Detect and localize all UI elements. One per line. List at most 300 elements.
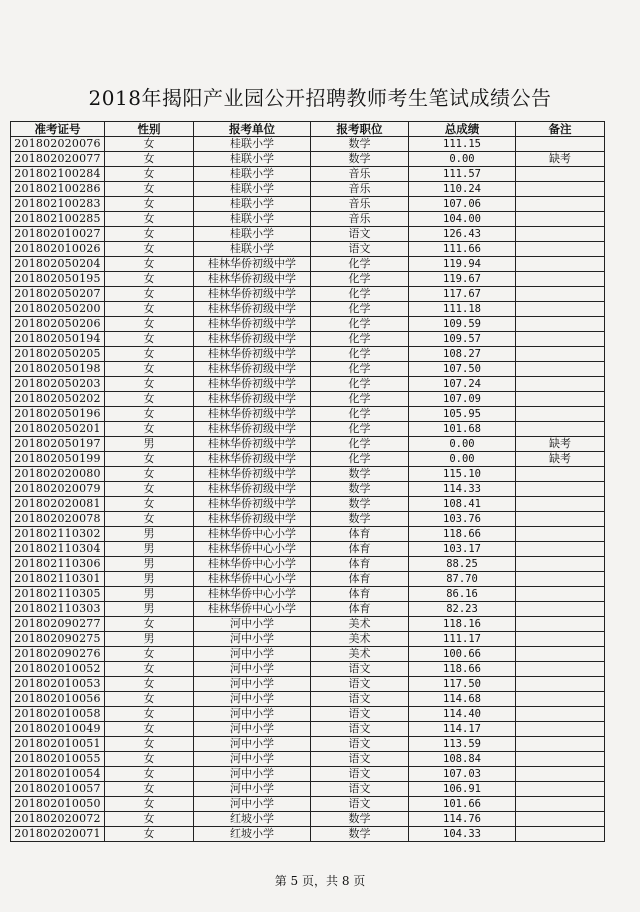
position-cell: 体育 <box>311 587 409 602</box>
remarks-cell <box>516 227 605 242</box>
score-cell: 106.91 <box>409 782 516 797</box>
exam-id-cell: 201802010056 <box>11 692 105 707</box>
table-row <box>11 722 605 737</box>
gender-cell: 女 <box>105 722 194 737</box>
table-row <box>11 362 605 377</box>
position-cell: 化学 <box>311 287 409 302</box>
remarks-cell <box>516 302 605 317</box>
remarks-cell <box>516 707 605 722</box>
unit-cell: 河中小学 <box>194 677 311 692</box>
remarks-cell <box>516 422 605 437</box>
unit-cell: 桂林华侨初级中学 <box>194 437 311 452</box>
table-row <box>11 182 605 197</box>
gender-cell: 女 <box>105 332 194 347</box>
gender-cell: 女 <box>105 167 194 182</box>
exam-id-cell: 201802050203 <box>11 377 105 392</box>
position-cell: 化学 <box>311 347 409 362</box>
table-row <box>11 572 605 587</box>
unit-cell: 河中小学 <box>194 767 311 782</box>
gender-cell: 女 <box>105 452 194 467</box>
unit-cell: 红坡小学 <box>194 827 311 842</box>
remarks-cell <box>516 392 605 407</box>
gender-cell: 男 <box>105 542 194 557</box>
table-row <box>11 692 605 707</box>
unit-cell: 桂林华侨初级中学 <box>194 392 311 407</box>
score-cell: 111.18 <box>409 302 516 317</box>
exam-id-cell: 201802090275 <box>11 632 105 647</box>
remarks-cell <box>516 257 605 272</box>
position-cell: 体育 <box>311 557 409 572</box>
score-cell: 118.66 <box>409 527 516 542</box>
remarks-cell <box>516 407 605 422</box>
table-row <box>11 677 605 692</box>
score-cell: 107.09 <box>409 392 516 407</box>
header-exam-id: 准考证号 <box>11 122 105 137</box>
remarks-cell <box>516 617 605 632</box>
unit-cell: 桂林华侨初级中学 <box>194 407 311 422</box>
page-title: 2018年揭阳产业园公开招聘教师考生笔试成绩公告 <box>88 86 552 110</box>
remarks-cell <box>516 212 605 227</box>
gender-cell: 女 <box>105 197 194 212</box>
position-cell: 数学 <box>311 152 409 167</box>
score-cell: 111.15 <box>409 137 516 152</box>
remarks-cell <box>516 467 605 482</box>
position-cell: 语文 <box>311 722 409 737</box>
unit-cell: 河中小学 <box>194 662 311 677</box>
table-row <box>11 527 605 542</box>
score-cell: 107.06 <box>409 197 516 212</box>
score-cell: 114.33 <box>409 482 516 497</box>
table-header-row <box>11 122 605 137</box>
position-cell: 语文 <box>311 227 409 242</box>
position-cell: 化学 <box>311 392 409 407</box>
exam-id-cell: 201802050199 <box>11 452 105 467</box>
exam-id-cell: 201802020077 <box>11 152 105 167</box>
table-row <box>11 272 605 287</box>
position-cell: 化学 <box>311 422 409 437</box>
score-cell: 109.59 <box>409 317 516 332</box>
gender-cell: 女 <box>105 797 194 812</box>
gender-cell: 女 <box>105 302 194 317</box>
table-row <box>11 707 605 722</box>
gender-cell: 男 <box>105 602 194 617</box>
position-cell: 语文 <box>311 782 409 797</box>
position-cell: 音乐 <box>311 212 409 227</box>
score-cell: 114.68 <box>409 692 516 707</box>
exam-id-cell: 201802010054 <box>11 767 105 782</box>
position-cell: 音乐 <box>311 197 409 212</box>
unit-cell: 桂联小学 <box>194 227 311 242</box>
table-row <box>11 422 605 437</box>
unit-cell: 桂林华侨初级中学 <box>194 347 311 362</box>
exam-id-cell: 201802100286 <box>11 182 105 197</box>
unit-cell: 桂林华侨初级中学 <box>194 377 311 392</box>
score-cell: 86.16 <box>409 587 516 602</box>
unit-cell: 桂林华侨初级中学 <box>194 422 311 437</box>
remarks-cell <box>516 287 605 302</box>
score-cell: 105.95 <box>409 407 516 422</box>
exam-id-cell: 201802050206 <box>11 317 105 332</box>
unit-cell: 河中小学 <box>194 647 311 662</box>
unit-cell: 桂林华侨初级中学 <box>194 302 311 317</box>
position-cell: 数学 <box>311 512 409 527</box>
score-cell: 110.24 <box>409 182 516 197</box>
exam-id-cell: 201802010055 <box>11 752 105 767</box>
position-cell: 体育 <box>311 542 409 557</box>
score-cell: 111.66 <box>409 242 516 257</box>
remarks-cell <box>516 197 605 212</box>
score-cell: 0.00 <box>409 437 516 452</box>
exam-id-cell: 201802100285 <box>11 212 105 227</box>
position-cell: 语文 <box>311 767 409 782</box>
score-cell: 103.76 <box>409 512 516 527</box>
exam-id-cell: 201802020080 <box>11 467 105 482</box>
exam-id-cell: 201802110304 <box>11 542 105 557</box>
exam-id-cell: 201802110303 <box>11 602 105 617</box>
score-cell: 111.57 <box>409 167 516 182</box>
score-cell: 103.17 <box>409 542 516 557</box>
header-total-score: 总成绩 <box>409 122 516 137</box>
exam-id-cell: 201802010057 <box>11 782 105 797</box>
remarks-cell <box>516 137 605 152</box>
exam-id-cell: 201802110305 <box>11 587 105 602</box>
remarks-cell <box>516 632 605 647</box>
table-row <box>11 512 605 527</box>
score-cell: 111.17 <box>409 632 516 647</box>
score-cell: 101.66 <box>409 797 516 812</box>
unit-cell: 河中小学 <box>194 632 311 647</box>
score-cell: 118.66 <box>409 662 516 677</box>
score-cell: 108.41 <box>409 497 516 512</box>
position-cell: 化学 <box>311 377 409 392</box>
position-cell: 语文 <box>311 707 409 722</box>
score-cell: 119.67 <box>409 272 516 287</box>
table-row <box>11 632 605 647</box>
exam-id-cell: 201802050194 <box>11 332 105 347</box>
exam-id-cell: 201802020076 <box>11 137 105 152</box>
unit-cell: 桂林华侨初级中学 <box>194 272 311 287</box>
unit-cell: 桂林华侨中心小学 <box>194 587 311 602</box>
exam-id-cell: 201802010052 <box>11 662 105 677</box>
score-cell: 100.66 <box>409 647 516 662</box>
score-cell: 108.27 <box>409 347 516 362</box>
remarks-cell <box>516 272 605 287</box>
gender-cell: 女 <box>105 227 194 242</box>
gender-cell: 女 <box>105 257 194 272</box>
remarks-cell <box>516 527 605 542</box>
gender-cell: 女 <box>105 692 194 707</box>
position-cell: 数学 <box>311 137 409 152</box>
remarks-cell <box>516 722 605 737</box>
gender-cell: 女 <box>105 422 194 437</box>
table-row <box>11 287 605 302</box>
gender-cell: 女 <box>105 662 194 677</box>
unit-cell: 桂林华侨初级中学 <box>194 497 311 512</box>
table-row <box>11 302 605 317</box>
remarks-cell <box>516 677 605 692</box>
gender-cell: 女 <box>105 752 194 767</box>
exam-id-cell: 201802010051 <box>11 737 105 752</box>
score-cell: 114.76 <box>409 812 516 827</box>
position-cell: 数学 <box>311 482 409 497</box>
position-cell: 化学 <box>311 407 409 422</box>
gender-cell: 女 <box>105 392 194 407</box>
gender-cell: 男 <box>105 587 194 602</box>
exam-id-cell: 201802020072 <box>11 812 105 827</box>
gender-cell: 男 <box>105 572 194 587</box>
remarks-cell <box>516 767 605 782</box>
table-row <box>11 212 605 227</box>
score-table <box>10 121 605 842</box>
remarks-cell <box>516 587 605 602</box>
position-cell: 化学 <box>311 302 409 317</box>
gender-cell: 女 <box>105 362 194 377</box>
table-row <box>11 782 605 797</box>
table-row <box>11 812 605 827</box>
score-cell: 109.57 <box>409 332 516 347</box>
unit-cell: 红坡小学 <box>194 812 311 827</box>
remarks-cell: 缺考 <box>516 152 605 167</box>
position-cell: 语文 <box>311 242 409 257</box>
score-cell: 88.25 <box>409 557 516 572</box>
table-row <box>11 332 605 347</box>
unit-cell: 桂林华侨初级中学 <box>194 317 311 332</box>
gender-cell: 女 <box>105 407 194 422</box>
table-row <box>11 797 605 812</box>
exam-id-cell: 201802020071 <box>11 827 105 842</box>
remarks-cell <box>516 572 605 587</box>
exam-id-cell: 201802020081 <box>11 497 105 512</box>
gender-cell: 女 <box>105 347 194 362</box>
table-row <box>11 767 605 782</box>
remarks-cell <box>516 737 605 752</box>
table-row <box>11 557 605 572</box>
position-cell: 化学 <box>311 332 409 347</box>
table-row <box>11 497 605 512</box>
unit-cell: 河中小学 <box>194 797 311 812</box>
table-row <box>11 752 605 767</box>
remarks-cell: 缺考 <box>516 437 605 452</box>
score-cell: 0.00 <box>409 152 516 167</box>
position-cell: 体育 <box>311 602 409 617</box>
table-row <box>11 317 605 332</box>
gender-cell: 女 <box>105 737 194 752</box>
table-row <box>11 482 605 497</box>
score-cell: 0.00 <box>409 452 516 467</box>
unit-cell: 桂联小学 <box>194 152 311 167</box>
unit-cell: 桂联小学 <box>194 182 311 197</box>
remarks-cell <box>516 332 605 347</box>
position-cell: 化学 <box>311 257 409 272</box>
exam-id-cell: 201802010027 <box>11 227 105 242</box>
gender-cell: 女 <box>105 377 194 392</box>
position-cell: 语文 <box>311 797 409 812</box>
remarks-cell <box>516 812 605 827</box>
gender-cell: 女 <box>105 137 194 152</box>
unit-cell: 河中小学 <box>194 752 311 767</box>
table-row <box>11 737 605 752</box>
remarks-cell <box>516 182 605 197</box>
table-row <box>11 452 605 467</box>
score-cell: 114.17 <box>409 722 516 737</box>
position-cell: 语文 <box>311 737 409 752</box>
score-cell: 114.40 <box>409 707 516 722</box>
position-cell: 语文 <box>311 677 409 692</box>
remarks-cell <box>516 782 605 797</box>
gender-cell: 女 <box>105 212 194 227</box>
exam-id-cell: 201802010053 <box>11 677 105 692</box>
remarks-cell: 缺考 <box>516 452 605 467</box>
score-cell: 115.10 <box>409 467 516 482</box>
gender-cell: 女 <box>105 617 194 632</box>
unit-cell: 桂联小学 <box>194 167 311 182</box>
table-row <box>11 152 605 167</box>
unit-cell: 桂林华侨中心小学 <box>194 602 311 617</box>
exam-id-cell: 201802050196 <box>11 407 105 422</box>
table-row <box>11 167 605 182</box>
table-row <box>11 377 605 392</box>
unit-cell: 河中小学 <box>194 707 311 722</box>
score-cell: 107.03 <box>409 767 516 782</box>
unit-cell: 桂林华侨中心小学 <box>194 527 311 542</box>
position-cell: 数学 <box>311 467 409 482</box>
score-cell: 113.59 <box>409 737 516 752</box>
gender-cell: 女 <box>105 812 194 827</box>
score-cell: 117.67 <box>409 287 516 302</box>
unit-cell: 桂林华侨中心小学 <box>194 557 311 572</box>
position-cell: 数学 <box>311 497 409 512</box>
exam-id-cell: 201802050197 <box>11 437 105 452</box>
score-cell: 107.24 <box>409 377 516 392</box>
exam-id-cell: 201802100283 <box>11 197 105 212</box>
table-row <box>11 587 605 602</box>
exam-id-cell: 201802010049 <box>11 722 105 737</box>
gender-cell: 女 <box>105 242 194 257</box>
position-cell: 美术 <box>311 617 409 632</box>
header-gender: 性别 <box>105 122 194 137</box>
unit-cell: 桂林华侨初级中学 <box>194 512 311 527</box>
table-row <box>11 647 605 662</box>
unit-cell: 桂林华侨初级中学 <box>194 362 311 377</box>
unit-cell: 桂林华侨初级中学 <box>194 287 311 302</box>
gender-cell: 女 <box>105 512 194 527</box>
gender-cell: 女 <box>105 707 194 722</box>
remarks-cell <box>516 167 605 182</box>
exam-id-cell: 201802110301 <box>11 572 105 587</box>
gender-cell: 女 <box>105 152 194 167</box>
remarks-cell <box>516 647 605 662</box>
table-row <box>11 257 605 272</box>
unit-cell: 河中小学 <box>194 722 311 737</box>
remarks-cell <box>516 752 605 767</box>
gender-cell: 女 <box>105 782 194 797</box>
exam-id-cell: 201802090277 <box>11 617 105 632</box>
unit-cell: 桂林华侨初级中学 <box>194 482 311 497</box>
exam-id-cell: 201802110306 <box>11 557 105 572</box>
page-footer: 第 5 页，共 8 页 <box>274 874 366 888</box>
unit-cell: 河中小学 <box>194 617 311 632</box>
table-row <box>11 242 605 257</box>
position-cell: 化学 <box>311 272 409 287</box>
table-row <box>11 227 605 242</box>
remarks-cell <box>516 242 605 257</box>
unit-cell: 桂林华侨中心小学 <box>194 542 311 557</box>
remarks-cell <box>516 557 605 572</box>
exam-id-cell: 201802050204 <box>11 257 105 272</box>
header-position: 报考职位 <box>311 122 409 137</box>
header-remarks: 备注 <box>516 122 605 137</box>
gender-cell: 女 <box>105 497 194 512</box>
gender-cell: 女 <box>105 677 194 692</box>
position-cell: 数学 <box>311 827 409 842</box>
remarks-cell <box>516 512 605 527</box>
unit-cell: 桂林华侨初级中学 <box>194 332 311 347</box>
remarks-cell <box>516 662 605 677</box>
position-cell: 语文 <box>311 662 409 677</box>
position-cell: 语文 <box>311 692 409 707</box>
position-cell: 数学 <box>311 812 409 827</box>
gender-cell: 女 <box>105 317 194 332</box>
remarks-cell <box>516 692 605 707</box>
score-cell: 87.70 <box>409 572 516 587</box>
exam-id-cell: 201802010058 <box>11 707 105 722</box>
gender-cell: 男 <box>105 527 194 542</box>
position-cell: 体育 <box>311 527 409 542</box>
table-row <box>11 827 605 842</box>
exam-id-cell: 201802050195 <box>11 272 105 287</box>
exam-id-cell: 201802050200 <box>11 302 105 317</box>
gender-cell: 女 <box>105 647 194 662</box>
exam-id-cell: 201802050202 <box>11 392 105 407</box>
exam-id-cell: 201802050207 <box>11 287 105 302</box>
exam-id-cell: 201802010050 <box>11 797 105 812</box>
position-cell: 美术 <box>311 632 409 647</box>
unit-cell: 河中小学 <box>194 782 311 797</box>
position-cell: 化学 <box>311 362 409 377</box>
exam-id-cell: 201802050205 <box>11 347 105 362</box>
remarks-cell <box>516 797 605 812</box>
exam-id-cell: 201802020078 <box>11 512 105 527</box>
gender-cell: 男 <box>105 437 194 452</box>
gender-cell: 女 <box>105 287 194 302</box>
exam-id-cell: 201802050198 <box>11 362 105 377</box>
gender-cell: 女 <box>105 482 194 497</box>
table-row <box>11 437 605 452</box>
score-cell: 104.33 <box>409 827 516 842</box>
position-cell: 语文 <box>311 752 409 767</box>
table-body <box>11 137 605 842</box>
score-cell: 107.50 <box>409 362 516 377</box>
position-cell: 化学 <box>311 317 409 332</box>
position-cell: 体育 <box>311 572 409 587</box>
score-cell: 126.43 <box>409 227 516 242</box>
remarks-cell <box>516 497 605 512</box>
unit-cell: 桂联小学 <box>194 212 311 227</box>
remarks-cell <box>516 377 605 392</box>
remarks-cell <box>516 347 605 362</box>
exam-id-cell: 201802090276 <box>11 647 105 662</box>
gender-cell: 女 <box>105 827 194 842</box>
table-row <box>11 197 605 212</box>
gender-cell: 女 <box>105 767 194 782</box>
gender-cell: 女 <box>105 467 194 482</box>
table-row <box>11 392 605 407</box>
table-row <box>11 542 605 557</box>
table-row <box>11 617 605 632</box>
position-cell: 化学 <box>311 452 409 467</box>
position-cell: 化学 <box>311 437 409 452</box>
gender-cell: 男 <box>105 557 194 572</box>
